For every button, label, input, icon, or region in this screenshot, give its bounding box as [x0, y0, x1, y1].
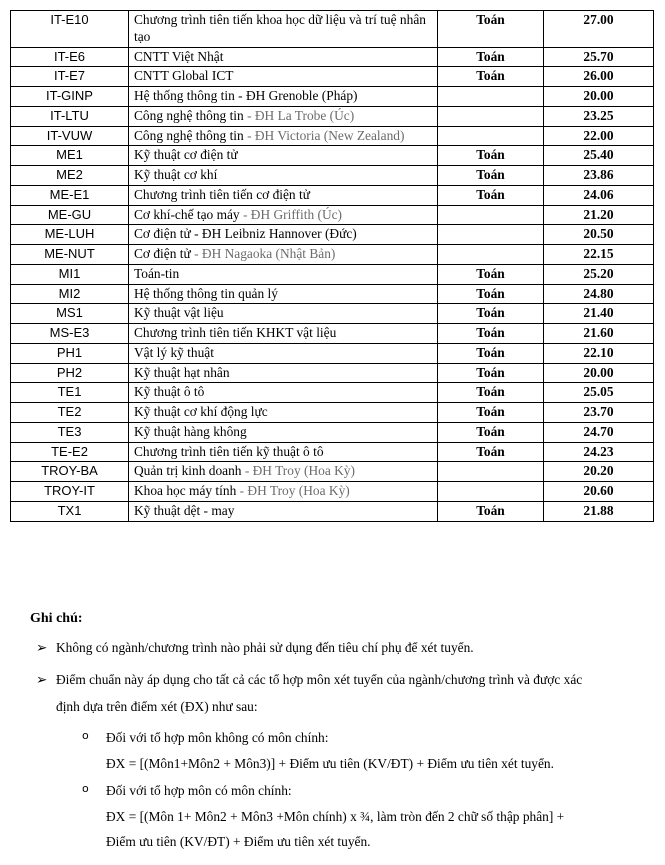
program-code-cell: ME-LUH	[11, 225, 129, 245]
program-name: Toán-tin	[134, 265, 180, 281]
program-name-cell	[129, 185, 438, 205]
cutoff-score-cell: 25.05	[544, 383, 654, 403]
program-name-cell	[129, 87, 438, 107]
program-name-cell	[129, 501, 438, 521]
program-code-cell: MI2	[11, 284, 129, 304]
cutoff-score-cell: 24.06	[544, 185, 654, 205]
cutoff-score-cell: 21.88	[544, 501, 654, 521]
main-subject-cell: Toán	[438, 442, 544, 462]
table-row	[11, 462, 654, 482]
main-subject-cell	[438, 225, 544, 245]
table-row	[11, 205, 654, 225]
cutoff-score-cell: 23.25	[544, 106, 654, 126]
cutoff-score-cell: 24.70	[544, 422, 654, 442]
program-code-cell: MS-E3	[11, 324, 129, 344]
score-table-body	[11, 11, 654, 522]
circle-bullet-icon: o	[82, 729, 89, 743]
table-row	[11, 343, 654, 363]
program-name: Kỹ thuật hàng không	[134, 423, 247, 439]
program-name: Hệ thống thông tin - ĐH Grenoble (Pháp)	[134, 88, 358, 103]
program-name-cell	[129, 166, 438, 186]
cutoff-score-cell: 23.86	[544, 166, 654, 186]
cutoff-score-cell: 24.23	[544, 442, 654, 462]
table-row	[11, 67, 654, 87]
admission-score-table	[10, 10, 654, 522]
program-name-cell	[129, 324, 438, 344]
main-subject-cell: Toán	[438, 185, 544, 205]
program-name: Chương trình tiên tiến cơ điện tử	[134, 186, 310, 202]
cutoff-score-cell: 27.00	[544, 11, 654, 48]
main-subject-cell: Toán	[438, 284, 544, 304]
program-code-cell: ME1	[11, 146, 129, 166]
program-name: Kỹ thuật ô tô	[134, 384, 205, 400]
program-name-cell	[129, 383, 438, 403]
program-code-cell: TE3	[11, 422, 129, 442]
note-text: Điểm chuẩn này áp dụng cho tất cả các tổ hợp môn xét tuyển của ngành/chương trình và được xác	[56, 671, 583, 687]
table-row	[11, 264, 654, 284]
cutoff-score-cell: 20.00	[544, 363, 654, 383]
arrow-bullet-icon: ➢	[36, 640, 48, 656]
partner-university: - ĐH Nagaoka (Nhật Bản)	[190, 246, 336, 261]
main-subject-cell: Toán	[438, 343, 544, 363]
note-text-continued: định dựa trên điểm xét (ĐX) như sau:	[56, 699, 258, 715]
cutoff-score-cell: 22.10	[544, 343, 654, 363]
program-code-cell: TROY-BA	[11, 462, 129, 482]
program-code-cell: ME-E1	[11, 185, 129, 205]
table-row	[11, 501, 654, 521]
program-name: Hệ thống thông tin quản lý	[134, 285, 278, 301]
main-subject-cell: Toán	[438, 264, 544, 284]
partner-university: - ĐH Griffith (Úc)	[242, 206, 343, 222]
main-subject-cell: Toán	[438, 67, 544, 87]
notes-section	[30, 610, 658, 861]
main-subject-cell: Toán	[438, 166, 544, 186]
program-name: CNTT Global ICT	[134, 68, 234, 84]
main-subject-cell	[438, 106, 544, 126]
table-row	[11, 482, 654, 502]
table-row	[11, 185, 654, 205]
cutoff-score-cell: 24.80	[544, 284, 654, 304]
note-item-tiebreak	[30, 639, 658, 656]
cutoff-score-cell: 25.20	[544, 264, 654, 284]
main-subject-cell	[438, 126, 544, 146]
program-name: Vật lý kỹ thuật	[134, 344, 214, 360]
program-name-cell	[129, 146, 438, 166]
table-row	[11, 383, 654, 403]
main-subject-cell: Toán	[438, 47, 544, 67]
program-name-cell	[129, 11, 438, 48]
program-code-cell: ME2	[11, 166, 129, 186]
main-subject-cell	[438, 482, 544, 502]
program-name: Chương trình tiên tiến khoa học dữ liệu và trí tuệ nhân tạo	[134, 12, 426, 44]
table-row	[11, 324, 654, 344]
program-code-cell: TE2	[11, 403, 129, 423]
table-row	[11, 284, 654, 304]
main-subject-cell	[438, 87, 544, 107]
program-code-cell: IT-GINP	[11, 87, 129, 107]
program-name: Cơ điện tử - ĐH Leibniz Hannover (Đức)	[134, 226, 357, 242]
note-text: Không có ngành/chương trình nào phải sử dụng đến tiêu chí phụ để xét tuyển.	[56, 640, 474, 656]
program-code-cell: MI1	[11, 264, 129, 284]
partner-university: - ĐH Victoria (New Zealand)	[243, 127, 405, 143]
main-subject-cell: Toán	[438, 363, 544, 383]
table-row	[11, 146, 654, 166]
table-row	[11, 126, 654, 146]
program-name-cell	[129, 363, 438, 383]
program-name-cell	[129, 304, 438, 324]
program-name-cell	[129, 126, 438, 146]
program-name-cell	[129, 106, 438, 126]
program-code-cell: TE-E2	[11, 442, 129, 462]
formula-text-continued: Điểm ưu tiên (KV/ĐT) + Điểm ưu tiên xét tuyển.	[106, 834, 371, 850]
program-name: Kỹ thuật hạt nhân	[134, 364, 230, 380]
table-row	[11, 403, 654, 423]
main-subject-cell: Toán	[438, 304, 544, 324]
program-code-cell: TX1	[11, 501, 129, 521]
main-subject-cell: Toán	[438, 422, 544, 442]
program-name: Kỹ thuật cơ điện tử	[134, 147, 238, 163]
program-name: Cơ khí-chế tạo máy	[134, 206, 243, 222]
program-name-cell	[129, 205, 438, 225]
table-row	[11, 106, 654, 126]
program-name: Kỹ thuật cơ khí	[134, 167, 218, 182]
cutoff-score-cell: 21.20	[544, 205, 654, 225]
table-row	[11, 166, 654, 186]
partner-university: - ĐH La Trobe (Úc)	[243, 107, 355, 123]
program-name: Cơ điện tử	[134, 246, 191, 261]
notes-title: Ghi chú:	[30, 611, 83, 626]
formula-text: ĐX = [(Môn1+Môn2 + Môn3)] + Điểm ưu tiên (KV/ĐT) + Điểm ưu tiên xét tuyển.	[106, 755, 554, 771]
main-subject-cell: Toán	[438, 11, 544, 48]
main-subject-cell	[438, 462, 544, 482]
table-row	[11, 363, 654, 383]
cutoff-score-cell: 23.70	[544, 403, 654, 423]
main-subject-cell: Toán	[438, 324, 544, 344]
program-name-cell	[129, 225, 438, 245]
program-code-cell: MS1	[11, 304, 129, 324]
cutoff-score-cell: 21.40	[544, 304, 654, 324]
program-code-cell: IT-LTU	[11, 106, 129, 126]
program-code-cell: PH2	[11, 363, 129, 383]
cutoff-score-cell: 22.00	[544, 126, 654, 146]
partner-university: - ĐH Troy (Hoa Kỳ)	[241, 463, 355, 479]
program-name-cell	[129, 422, 438, 442]
circle-bullet-icon: o	[82, 782, 89, 796]
program-name-cell	[129, 245, 438, 265]
formula-text: ĐX = [(Môn 1+ Môn2 + Môn3 +Môn chính) x ¾, làm tròn đến 2 chữ số thập phân] +	[106, 808, 565, 824]
program-code-cell: PH1	[11, 343, 129, 363]
program-name-cell	[129, 47, 438, 67]
program-name: Công nghệ thông tin	[134, 107, 244, 123]
arrow-bullet-icon: ➢	[36, 671, 48, 687]
program-name: Công nghệ thông tin	[134, 127, 244, 143]
main-subject-cell	[438, 205, 544, 225]
cutoff-score-cell: 25.40	[544, 146, 654, 166]
program-code-cell: IT-E6	[11, 47, 129, 67]
main-subject-cell	[438, 245, 544, 265]
program-name: CNTT Việt Nhật	[134, 48, 224, 64]
cutoff-score-cell: 20.20	[544, 462, 654, 482]
cutoff-score-cell: 20.60	[544, 482, 654, 502]
program-name-cell	[129, 67, 438, 87]
program-code-cell: IT-E7	[11, 67, 129, 87]
main-subject-cell: Toán	[438, 146, 544, 166]
program-code-cell: TE1	[11, 383, 129, 403]
table-row	[11, 245, 654, 265]
program-name: Chương trình tiên tiến kỹ thuật ô tô	[134, 443, 324, 459]
program-name-cell	[129, 403, 438, 423]
cutoff-score-cell: 22.15	[544, 245, 654, 265]
program-name-cell	[129, 343, 438, 363]
program-code-cell: ME-GU	[11, 205, 129, 225]
main-subject-cell: Toán	[438, 403, 544, 423]
program-name: Chương trình tiên tiến KHKT vật liệu	[134, 325, 337, 340]
cutoff-score-cell: 26.00	[544, 67, 654, 87]
program-code-cell: ME-NUT	[11, 245, 129, 265]
program-name-cell	[129, 284, 438, 304]
table-row	[11, 47, 654, 67]
cutoff-score-cell: 21.60	[544, 324, 654, 344]
sub-note-main-subject	[50, 782, 658, 850]
table-row	[11, 422, 654, 442]
partner-university: - ĐH Troy (Hoa Kỳ)	[236, 483, 350, 498]
program-code-cell: IT-E10	[11, 11, 129, 48]
table-row	[11, 442, 654, 462]
program-name-cell	[129, 462, 438, 482]
cutoff-score-cell: 25.70	[544, 47, 654, 67]
table-row	[11, 11, 654, 48]
table-row	[11, 87, 654, 107]
program-name-cell	[129, 442, 438, 462]
note-item-score-basis	[30, 671, 658, 716]
cutoff-score-cell: 20.50	[544, 225, 654, 245]
cutoff-score-cell: 20.00	[544, 87, 654, 107]
sub-note-title: Đối với tổ hợp môn không có môn chính:	[106, 730, 329, 746]
main-subject-cell: Toán	[438, 501, 544, 521]
program-name: Kỹ thuật dệt - may	[134, 502, 235, 518]
program-name-cell	[129, 482, 438, 502]
program-name: Quản trị kinh doanh	[134, 463, 242, 479]
program-name: Kỹ thuật vật liệu	[134, 305, 224, 321]
program-name: Kỹ thuật cơ khí động lực	[134, 404, 268, 419]
program-name: Khoa học máy tính	[134, 483, 237, 498]
table-row	[11, 304, 654, 324]
program-name-cell	[129, 264, 438, 284]
program-code-cell: TROY-IT	[11, 482, 129, 502]
sub-note-title: Đối với tổ hợp môn có môn chính:	[106, 783, 292, 799]
sub-note-no-main-subject	[50, 729, 658, 772]
main-subject-cell: Toán	[438, 383, 544, 403]
table-row	[11, 225, 654, 245]
program-code-cell: IT-VUW	[11, 126, 129, 146]
